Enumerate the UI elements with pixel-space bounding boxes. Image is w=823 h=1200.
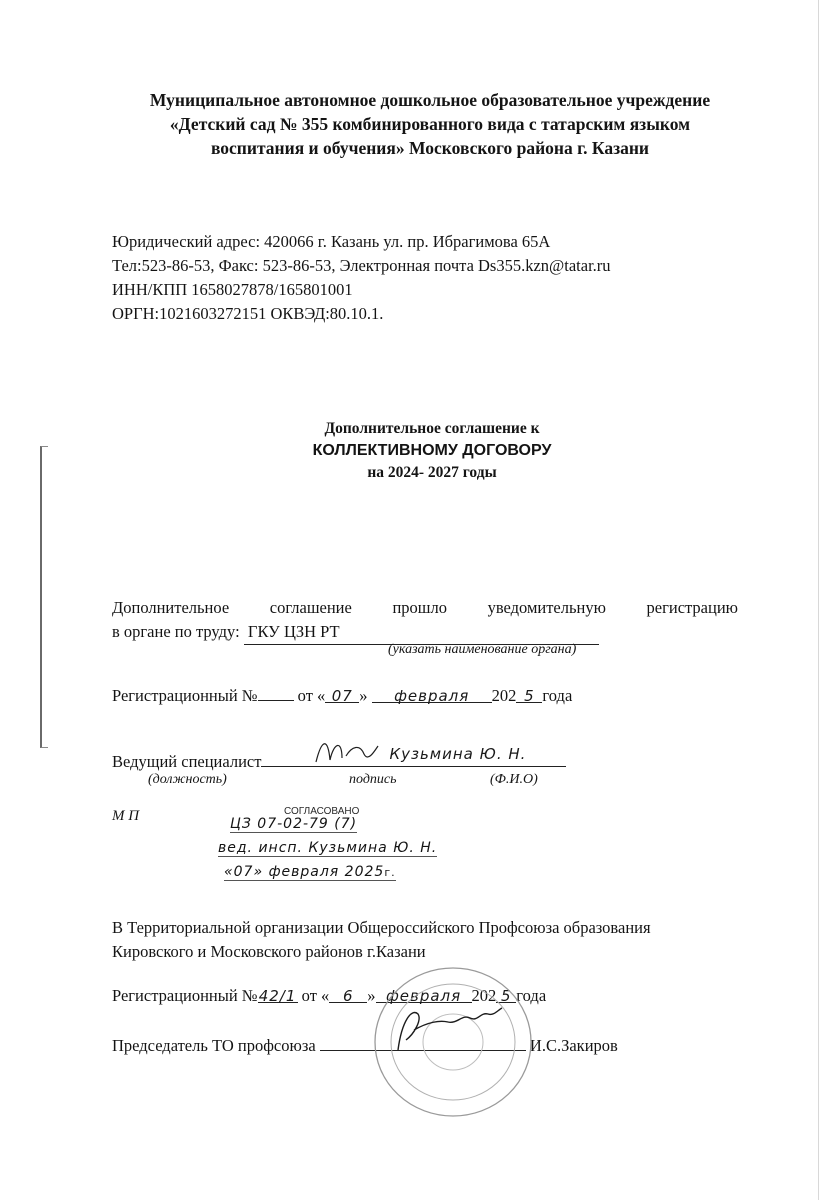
stamp-line-1: ЦЗ 07-02-79 (7) [230, 816, 358, 832]
scan-edge [818, 0, 819, 1200]
year-digit: 5 [516, 684, 542, 703]
chair-name: И.С.Закиров [529, 1036, 618, 1055]
reg-month: февраля [372, 684, 492, 703]
union-year-suffix: года [516, 986, 547, 1005]
reg-day: 07 [325, 684, 359, 703]
union-year-digit: 5 [496, 984, 516, 1003]
union-year-prefix: 202 [471, 986, 497, 1005]
union-line-2: Кировского и Московского районов г.Казани [112, 942, 426, 961]
union-block [112, 916, 752, 964]
hint-signature: подпись [349, 772, 397, 787]
year-prefix: 202 [491, 686, 517, 705]
union-reg-label: Регистрационный № [112, 986, 258, 1005]
registration-statement: Дополнительное соглашение прошло уведомительную регистрацию [112, 598, 738, 617]
union-day: 6 [329, 984, 367, 1003]
document-title [232, 418, 632, 484]
organization-header [95, 88, 765, 160]
header-line-1: Муниципальное автономное дошкольное образовательное учреждение [149, 90, 711, 110]
labor-registration-number-row: Регистрационный № от « 07 » февраля 202 5 года [112, 682, 572, 708]
title-line-1: Дополнительное соглашение к [324, 420, 540, 437]
union-reg-number: 42/1 [258, 984, 298, 1003]
from-label: от « [297, 686, 326, 705]
stamp-day: «07» [224, 864, 264, 880]
binding-mark [40, 446, 48, 748]
specialist-field [261, 745, 566, 767]
specialist-label: Ведущий специалист [112, 752, 262, 771]
chair-row [112, 1032, 618, 1058]
stamp-heading: СОГЛАСОВАНО [284, 806, 360, 817]
union-line-1: В Территориальной организации Общероссийского Профсоюза образования [112, 918, 651, 937]
specialist-signature [312, 732, 382, 772]
organ-value: ГКУ ЦЗН РТ [247, 622, 340, 641]
specialist-name: Кузьмина Ю. Н. [389, 745, 527, 763]
organ-label: в органе по труду: [112, 622, 240, 641]
year-suffix: года [542, 686, 573, 705]
ogrn-okved: ОРГН:1021603272151 ОКВЭД:80.10.1. [112, 304, 384, 323]
stamp-line-2: вед. инсп. Кузьмина Ю. Н. [218, 840, 438, 856]
reg-number-label: Регистрационный № [112, 686, 258, 705]
reg-number-blank [258, 682, 294, 701]
stamp-line-3 [224, 864, 396, 881]
contacts: Тел:523-86-53, Факс: 523-86-53, Электронная почта Ds355.kzn@tatar.ru [112, 256, 611, 275]
legal-address: Юридический адрес: 420066 г. Казань ул. пр. Ибрагимова 65А [112, 232, 551, 251]
seal-place-label: М П [112, 808, 140, 824]
chair-label: Председатель ТО профсоюза [112, 1036, 316, 1055]
title-line-3: на 2024- 2027 годы [367, 464, 497, 481]
inn-kpp: ИНН/КПП 1658027878/165801001 [112, 280, 353, 299]
chair-signature [388, 1000, 508, 1060]
union-registration-number-row: Регистрационный №42/1 от « 6 » февраля 202 5 года [112, 986, 547, 1005]
requisites-block [112, 230, 762, 326]
union-from-label: от « [301, 986, 330, 1005]
hint-position: (должность) [148, 772, 227, 787]
header-line-2: «Детский сад № 355 комбинированного вида с татарским языком [169, 114, 691, 134]
stamp-year-suffix: г. [384, 866, 396, 879]
organ-hint: (указать наименование органа) [388, 642, 577, 657]
header-line-3: воспитания и обучения» Московского района г. Казани [210, 138, 650, 158]
union-month: февраля [376, 984, 472, 1003]
hint-fio: (Ф.И.О) [490, 772, 538, 787]
title-line-2: КОЛЛЕКТИВНОМУ ДОГОВОРУ [312, 442, 552, 459]
stamp-date-rest: февраля 2025 [268, 864, 385, 880]
approval-stamp [218, 806, 548, 892]
